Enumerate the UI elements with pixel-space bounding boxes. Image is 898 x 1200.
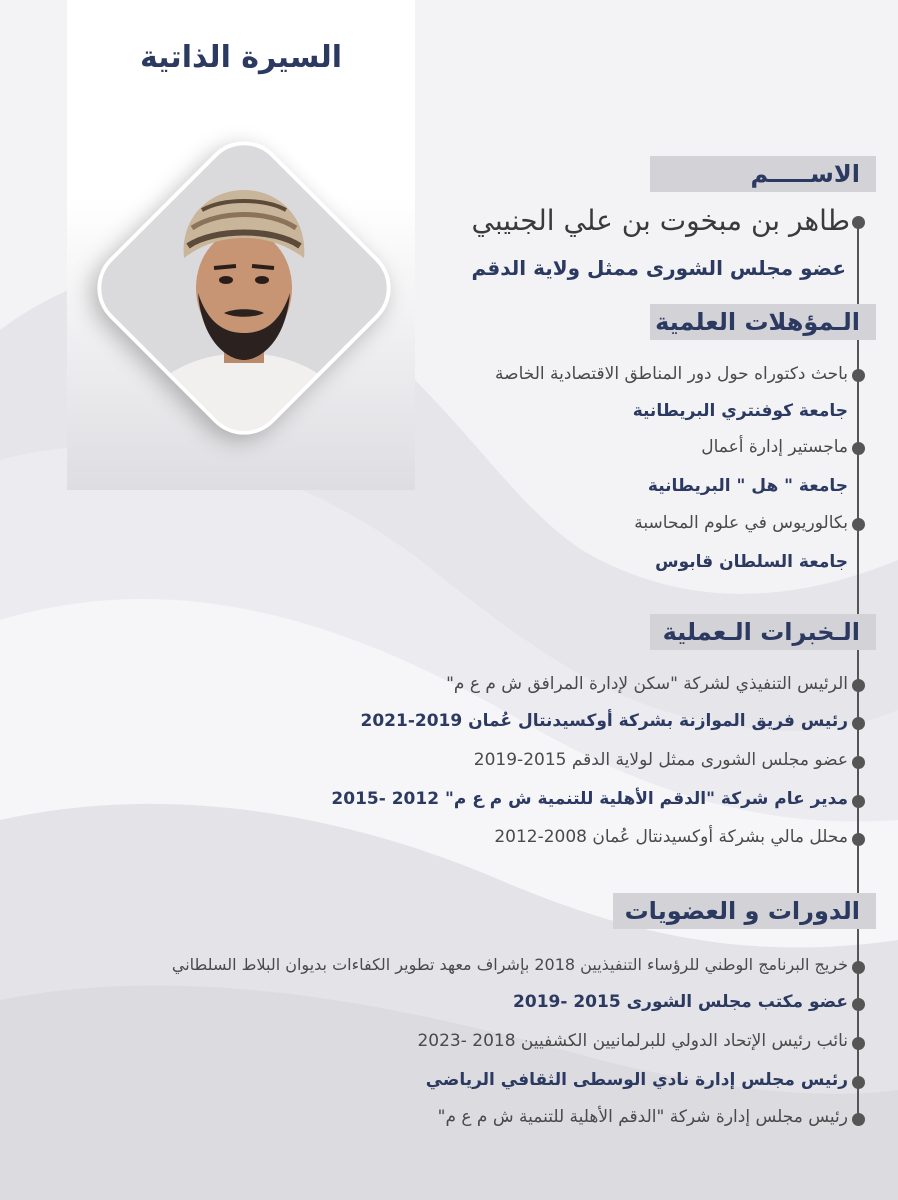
membership-item: عضو مكتب مجلس الشورى 2015 -2019 bbox=[513, 992, 848, 1012]
bullet bbox=[852, 1076, 865, 1089]
bullet bbox=[852, 679, 865, 692]
bullet bbox=[852, 369, 865, 382]
bullet bbox=[852, 998, 865, 1011]
page-title: السيرة الذاتية bbox=[139, 40, 342, 75]
experience-item: عضو مجلس الشورى ممثل لولاية الدقم 2015-2019 bbox=[473, 750, 848, 770]
portrait-frame bbox=[84, 128, 396, 440]
qualification-item: جامعة " هل " البريطانية bbox=[647, 476, 848, 496]
person-position: عضو مجلس الشورى ممثل ولاية الدقم bbox=[471, 256, 846, 280]
membership-item: نائب رئيس الإتحاد الدولي للبرلمانيين الكشفيين 2018 -2023 bbox=[417, 1031, 848, 1051]
qualification-item: باحث دكتوراه حول دور المناطق الاقتصادية الخاصة bbox=[495, 364, 848, 384]
bullet bbox=[852, 1037, 865, 1050]
experience-item: محلل مالي بشركة أوكسيدنتال عُمان 2008-2012 bbox=[494, 827, 848, 847]
timeline-line bbox=[857, 222, 859, 1124]
bullet bbox=[852, 833, 865, 846]
qualification-item: جامعة السلطان قابوس bbox=[655, 552, 848, 572]
bullet bbox=[852, 216, 865, 229]
membership-item: رئيس مجلس إدارة نادي الوسطى الثقافي الرياضي bbox=[425, 1070, 848, 1090]
bullet bbox=[852, 756, 865, 769]
bullet bbox=[852, 1113, 865, 1126]
experience-item: مدير عام شركة "الدقم الأهلية للتنمية ش م ع م" 2012 -2015 bbox=[331, 789, 848, 809]
section-label-experience: الـخبرات الـعملية bbox=[650, 614, 876, 650]
membership-item: خريج البرنامج الوطني للرؤساء التنفيذيين 2018 بإشراف معهد تطوير الكفاءات بديوان البلاط السلطاني bbox=[171, 955, 848, 974]
person-name: طاهر بن مبخوت بن علي الجنيبي bbox=[471, 204, 850, 237]
portrait-photo bbox=[80, 124, 408, 452]
bullet bbox=[852, 795, 865, 808]
qualification-item: بكالوريوس في علوم المحاسبة bbox=[634, 513, 848, 533]
section-label-qualifications: الـمؤهلات العلمية bbox=[650, 304, 876, 340]
bullet bbox=[852, 442, 865, 455]
bullet bbox=[852, 717, 865, 730]
qualification-item: ماجستير إدارة أعمال bbox=[701, 437, 848, 457]
bullet bbox=[852, 961, 865, 974]
section-label-memberships: الدورات و العضويات bbox=[613, 893, 876, 929]
qualification-item: جامعة كوفنتري البريطانية bbox=[632, 401, 848, 421]
membership-item: رئيس مجلس إدارة شركة "الدقم الأهلية للتنمية ش م ع م" bbox=[437, 1107, 848, 1127]
experience-item: رئيس فريق الموازنة بشركة أوكسيدنتال عُمان 2019-2021 bbox=[360, 711, 848, 731]
experience-item: الرئيس التنفيذي لشركة "سكن لإدارة المرافق ش م ع م" bbox=[446, 674, 848, 694]
section-label-name: الاســـــم bbox=[650, 156, 876, 192]
bullet bbox=[852, 518, 865, 531]
